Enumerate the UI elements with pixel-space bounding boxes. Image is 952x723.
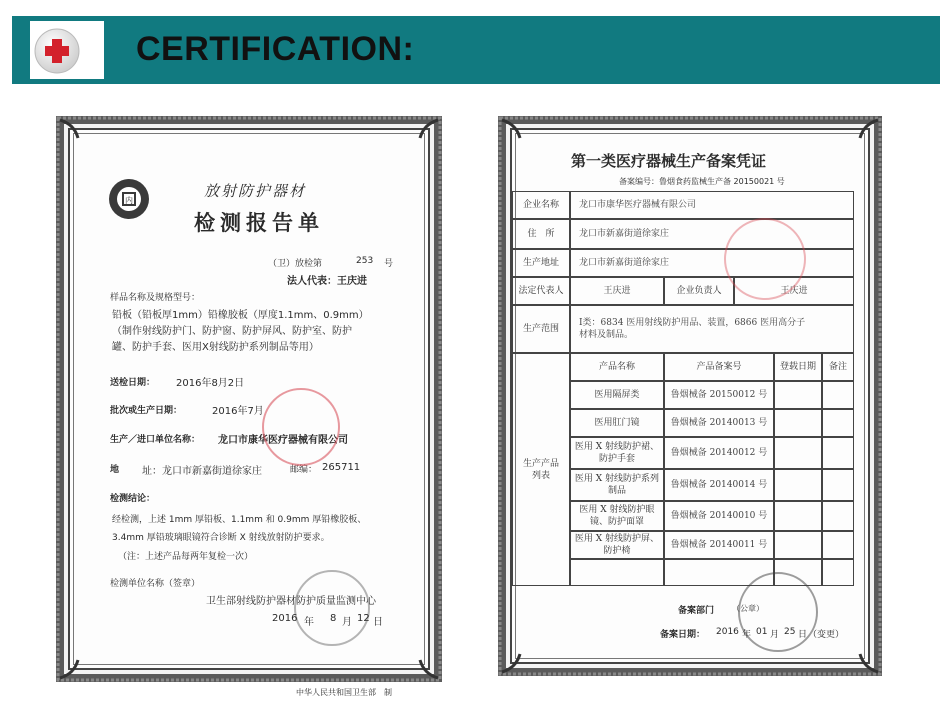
tester-label: 检测单位名称（签章） [110, 579, 201, 589]
col-product-name: 产品名称 [570, 353, 664, 381]
record-date-month: 01 [756, 627, 768, 637]
batch-label: 批次或生产日期： [110, 406, 183, 416]
issue-day-suffix: 日 [373, 617, 383, 628]
report-footer: 中华人民共和国卫生部 制 [296, 688, 392, 697]
issue-month-suffix: 月 [342, 617, 352, 628]
date-sent: 2016年8月2日 [176, 378, 245, 389]
product-list-label-2: 列表 [531, 470, 550, 481]
scope-line-2: 材料及制品。 [579, 330, 634, 340]
date-sent-label: 送检日期： [110, 378, 156, 388]
product-record: 鲁烟械备 20140014 号 [664, 469, 774, 501]
logo [30, 21, 104, 79]
sample-label: 样品名称及规格型号： [110, 293, 201, 303]
record-number: 备案编号：鲁烟食药监械生产备 20150021 号 [619, 177, 785, 186]
product-date [774, 501, 822, 531]
product-name: 医用 X 射线防护屏、防护椅 [570, 531, 664, 559]
sample-line-2: （制作射线防护门、防护窗、防护屏风、防护室、防护 [112, 326, 352, 337]
record-seal [738, 572, 818, 652]
head-label: 企业负责人 [664, 277, 734, 305]
product-record: 鲁烟械备 20140012 号 [664, 437, 774, 469]
product-date [774, 437, 822, 469]
maker-label: 生产／进口单位名称： [110, 435, 201, 445]
product-date [774, 531, 822, 559]
tester-seal [294, 570, 370, 646]
header-bar [12, 16, 940, 84]
tester-name: 卫生部射线防护器材防护质量监测中心 [206, 596, 376, 607]
product-note [822, 501, 854, 531]
emblem-icon [108, 178, 150, 220]
product-date [774, 381, 822, 409]
residence-label: 住 所 [512, 219, 570, 249]
product-note-empty [822, 559, 854, 586]
report-number: 253 [356, 256, 374, 266]
postcode: 265711 [322, 462, 361, 473]
dept-sign: （公章） [732, 604, 764, 613]
product-note [822, 409, 854, 437]
product-name: 医用肛门镜 [570, 409, 664, 437]
issue-year-suffix: 年 [304, 617, 314, 628]
site-label: 生产地址 [512, 249, 570, 277]
seal-stamp [262, 388, 340, 466]
product-record: 鲁烟械备 20140013 号 [664, 409, 774, 437]
conclusion-line-3: （注：上述产品每两年复检一次） [118, 552, 254, 562]
page-title: CERTIFICATION: [136, 30, 415, 68]
conclusion-line-2: 3.4mm 厚铅玻璃眼镜符合诊断 X 射线放射防护要求。 [112, 533, 330, 543]
product-date [774, 469, 822, 501]
record-date-year-suffix: 年 [742, 630, 752, 640]
record-date-month-suffix: 月 [770, 630, 780, 640]
product-name: 医用隔屏类 [570, 381, 664, 409]
scope-line-1: Ⅰ类：6834 医用射线防护用品、装置，6866 医用高分子 [579, 318, 806, 328]
red-cross-icon [30, 21, 104, 79]
col-note: 备注 [822, 353, 854, 381]
product-note [822, 531, 854, 559]
scope-cell [570, 305, 854, 353]
product-name: 医用 X 射线防护裙、防护手套 [570, 437, 664, 469]
product-record: 鲁烟械备 20140011 号 [664, 531, 774, 559]
record-date-year: 2016 [716, 627, 739, 637]
product-list-label [512, 353, 570, 586]
record-date-label: 备案日期： [660, 630, 706, 640]
product-note [822, 437, 854, 469]
batch-date: 2016年7月 [212, 406, 264, 417]
conclusion-line-1: 经检测，上述 1mm 厚铅板、1.1mm 和 0.9mm 厚铅橡胶板、 [112, 515, 367, 525]
product-record: 鲁烟械备 20150012 号 [664, 381, 774, 409]
legal-name: 王庆进 [570, 277, 664, 305]
record-date-day: 25 [784, 627, 796, 637]
issue-month: 8 [330, 613, 337, 624]
residence: 龙口市新嘉街道徐家庄 [570, 219, 854, 249]
product-note [822, 469, 854, 501]
svg-text:内: 内 [125, 196, 133, 205]
report-subtitle: 放射防护器材 [204, 182, 307, 200]
col-record-number: 产品备案号 [664, 353, 774, 381]
conclusion-label: 检测结论： [110, 494, 156, 504]
record-title: 第一类医疗器械生产备案凭证 [571, 152, 767, 170]
dept-label: 备案部门 [678, 606, 715, 616]
address: 址：龙口市新嘉街道徐家庄 [142, 466, 262, 477]
company-name: 龙口市康华医疗器械有限公司 [570, 191, 854, 219]
record-date-day-suffix: 日 [798, 630, 808, 640]
report-number-suffix: 号 [384, 259, 394, 269]
sample-line-1: 铅板（铅板厚1mm）铅橡胶板（厚度1.1mm、0.9mm） [112, 310, 369, 321]
report-number-prefix: （卫）放检第 [268, 259, 323, 269]
sample-line-3: 罐、防护手套、医用X射线防护系列制品等用） [112, 342, 319, 353]
product-note [822, 381, 854, 409]
product-name: 医用 X 射线防护系列制品 [570, 469, 664, 501]
maker-name: 龙口市康华医疗器械有限公司 [218, 435, 348, 446]
report-title: 检测报告单 [194, 211, 324, 235]
address-label: 地 [110, 465, 120, 475]
site-address: 龙口市新嘉街道徐家庄 [570, 249, 854, 277]
product-list-label-1: 生产产品 [522, 458, 559, 469]
product-name: 医用 X 射线防护眼镜、防护面罩 [570, 501, 664, 531]
product-date [774, 409, 822, 437]
product-record: 鲁烟械备 20140010 号 [664, 501, 774, 531]
head-name: 王庆进 [734, 277, 854, 305]
record-date-note: （变更） [808, 630, 845, 640]
legal-label: 法定代表人 [512, 277, 570, 305]
company-label: 企业名称 [512, 191, 570, 219]
issue-year: 2016 [272, 613, 298, 624]
legal-representative: 法人代表：王庆进 [287, 276, 367, 287]
product-name-empty [570, 559, 664, 586]
issue-day: 12 [357, 613, 370, 624]
postcode-label: 邮编： [290, 465, 318, 475]
record-seal-faint [724, 218, 806, 300]
scope-label: 生产范围 [512, 305, 570, 353]
col-date: 登载日期 [774, 353, 822, 381]
